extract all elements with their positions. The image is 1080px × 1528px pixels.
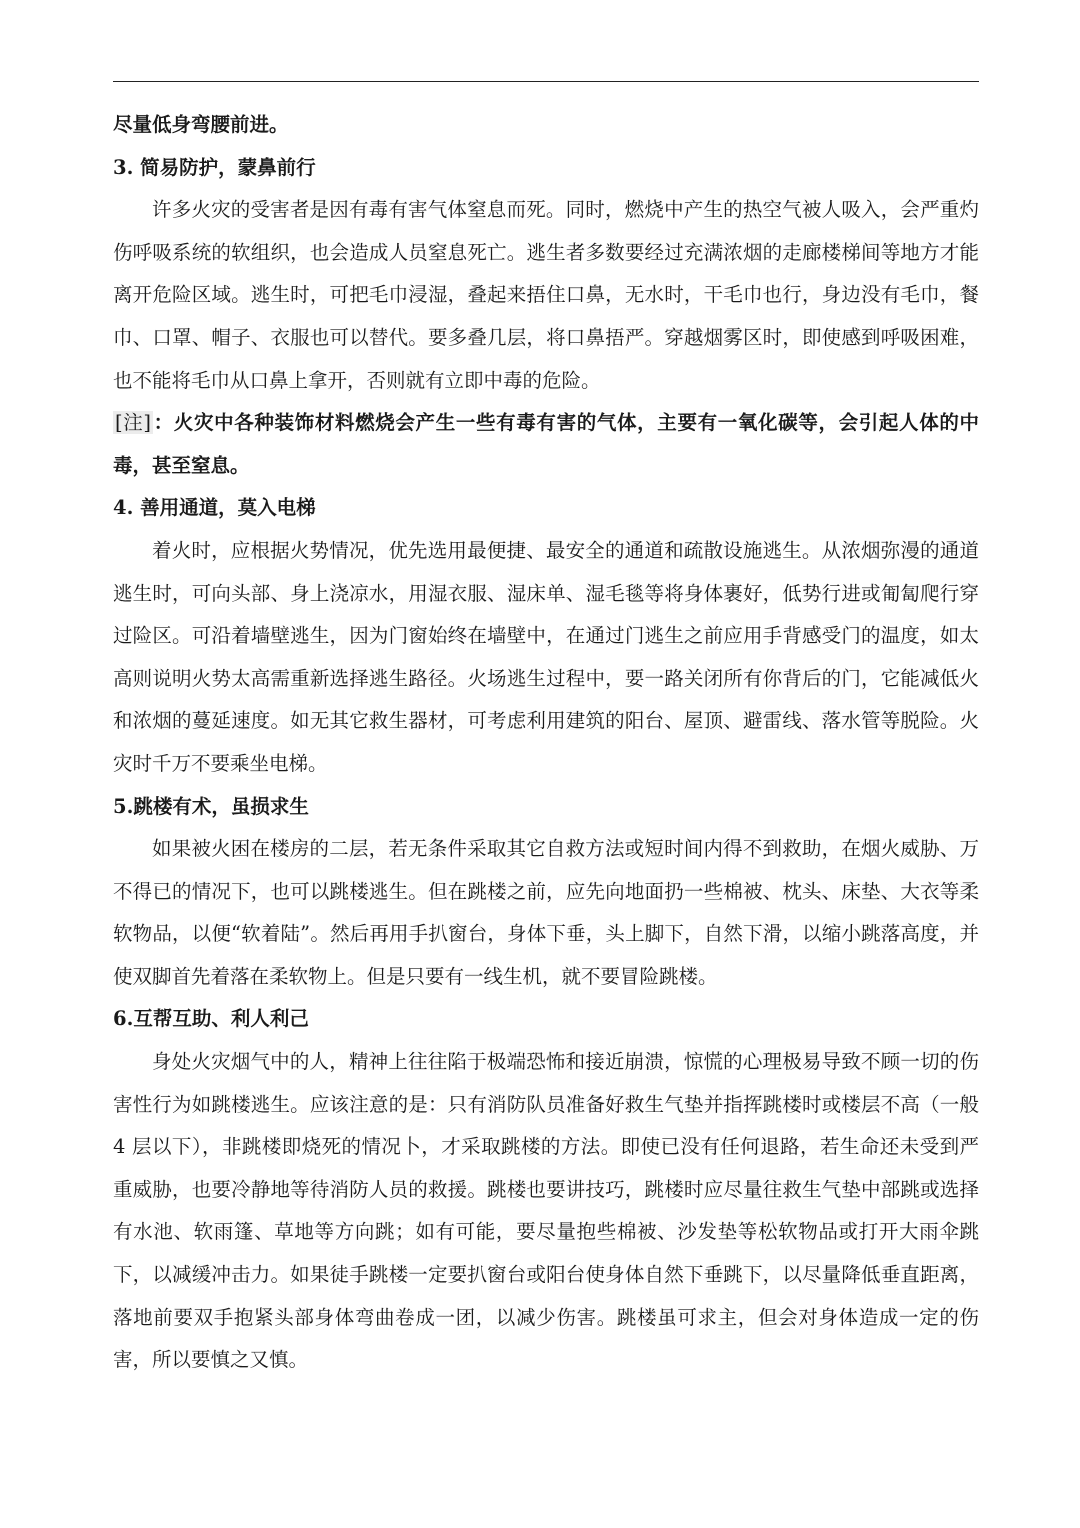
section-6-paragraph: 身处火灾烟气中的人，精神上往往陷于极端恐怖和接近崩溃，惊慌的心理极易导致不顾一切的伤害性行为如跳楼逃生。应该注意的是：只有消防队员准备好救生气垫并指挥跳楼时或楼层不高（一般 4 层以下），非跳楼即烧死的情况卜，才采取跳楼的方法。即使已没有任何退路，若生命还未受到严重威胁，也要冷静地等待消防人员的救援。跳楼也要讲技巧，跳楼时应尽量往救生气垫中部跳或选择有水池、软雨篷、草地等方向跳；如有可能，要尽量抱些棉被、沙发垫等松软物品或打开大雨伞跳下，以减缓冲击力。如果徒手跳楼一定要扒窗台或阳台使身体自然下垂跳下，以尽量降低垂直距离，落地前要双手抱紧头部身体弯曲卷成一团，以减少伤害。跳楼虽可求主，但会对身体造成一定的伤害，所以要慎之又慎。: [113, 1050, 979, 1372]
section-4-heading: 4. 善用通道，莫入电梯: [113, 496, 316, 520]
note-tag: [注]: [115, 411, 152, 435]
section-3-paragraph: 许多火灾的受害者是因有毒有害气体窒息而死。同时，燃烧中产生的热空气被人吸入，会严重灼伤呼吸系统的软组织，也会造成人员窒息死亡。逃生者多数要经过充满浓烟的走廊楼梯间等地方才能离开危险区域。逃生时，可把毛巾浸湿，叠起来捂住口鼻，无水时，干毛巾也行，身边没有毛巾，餐巾、口罩、帽子、衣服也可以替代。要多叠几层，将口鼻捂严。穿越烟雾区时，即使感到呼吸困难，也不能将毛巾从口鼻上拿开，否则就有立即中毒的危险。: [113, 198, 979, 392]
section-3-heading: 3. 简易防护，蒙鼻前行: [113, 155, 316, 179]
lead-line: 尽量低身弯腰前进。: [113, 113, 289, 136]
document-body: [113, 104, 979, 1382]
header-rule: [113, 81, 979, 82]
section-4-paragraph: 着火时，应根据火势情况，优先选用最便捷、最安全的通道和疏散设施逃生。从浓烟弥漫的通道逃生时，可向头部、身上浇凉水，用湿衣服、湿床单、湿毛毯等将身体裹好，低势行进或匍匐爬行穿过险区。可沿着墙壁逃生，因为门窗始终在墙壁中，在通过门逃生之前应用手背感受门的温度，如太高则说明火势太高需重新选择逃生路径。火场逃生过程中，要一路关闭所有你背后的门，它能减低火和浓烟的蔓延速度。如无其它救生器材，可考虑利用建筑的阳台、屋顶、避雷线、落水管等脱险。火灾时千万不要乘坐电梯。: [113, 538, 979, 775]
note-paragraph: [113, 402, 979, 487]
section-5-paragraph: 如果被火困在楼房的二层，若无条件采取其它自救方法或短时间内得不到救助，在烟火威胁、万不得已的情况下，也可以跳楼逃生。但在跳楼之前，应先向地面扔一些棉被、枕头、床垫、大衣等柔软物品，以便“软着陆”。然后再用手扒窗台，身体下垂，头上脚下，自然下滑，以缩小跳落高度，并使双脚首先着落在柔软物上。但是只要有一线生机，就不要冒险跳楼。: [113, 837, 979, 988]
note-text: ：火灾中各种装饰材料燃烧会产生一些有毒有害的气体，主要有一氧化碳等，会引起人体的中毒，甚至窒息。: [113, 411, 979, 477]
section-6-heading: 6.互帮互助、利人利己: [113, 1007, 309, 1031]
section-5-heading: 5.跳楼有术，虽损求生: [113, 794, 309, 818]
